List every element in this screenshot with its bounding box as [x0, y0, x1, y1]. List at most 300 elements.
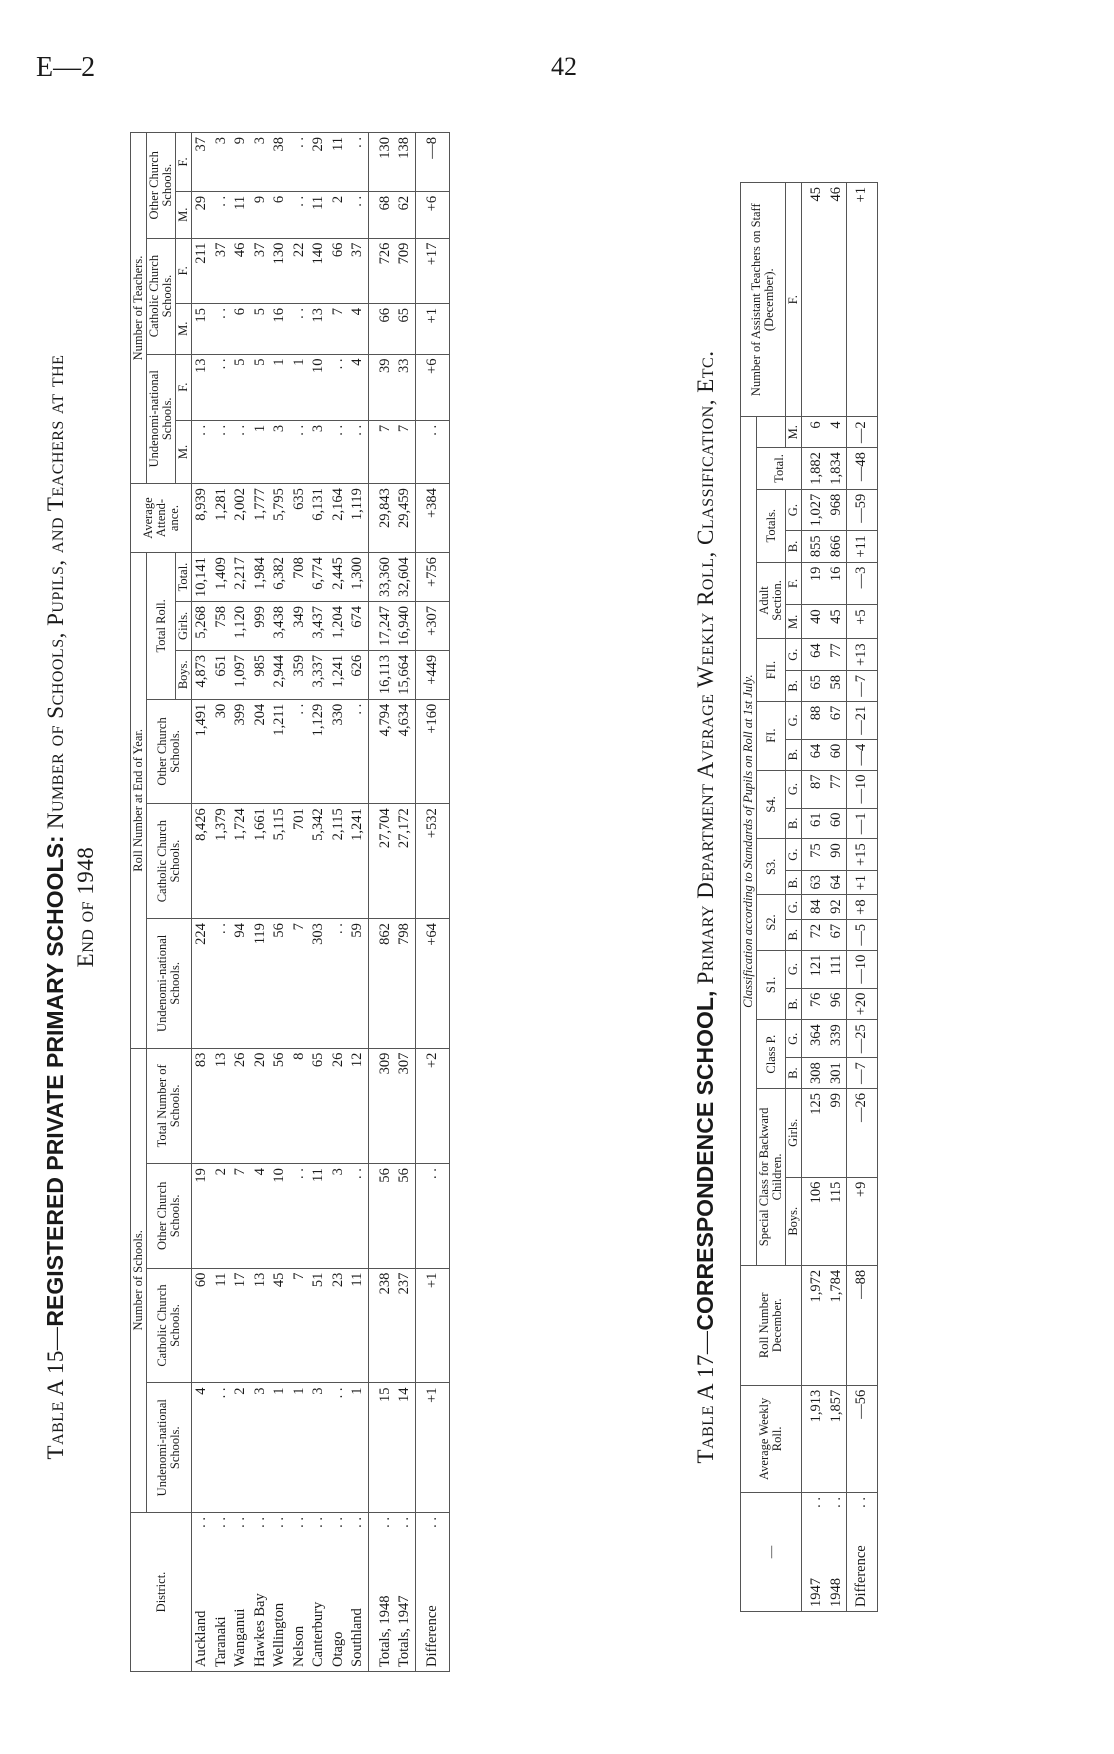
- district-name: Nelson: [290, 1625, 307, 1667]
- leader-dots: . .: [376, 1517, 393, 1528]
- cell-c-m: 66: [368, 304, 395, 354]
- table-row: [348, 133, 368, 1672]
- table15-title-line2: End of 1948: [73, 846, 98, 968]
- cell-r-o: 4,794: [368, 699, 395, 804]
- cell-s-o: 10: [270, 1164, 290, 1269]
- cell-f2-g: 77: [827, 639, 847, 671]
- hdr-num-teachers: Number of Teachers.: [131, 133, 147, 484]
- cell-s2-g: 92: [827, 895, 847, 919]
- cell-r-u: 224: [192, 919, 212, 1049]
- cell-t-b: 855: [802, 531, 827, 562]
- district-cell: [395, 1513, 415, 1672]
- cell-s-u: 2: [231, 1383, 251, 1513]
- hdr17-as-m: M.: [786, 417, 802, 448]
- cell-s-c: 238: [368, 1268, 395, 1383]
- cell-o-f: 38: [270, 133, 290, 192]
- cell-r-u: 862: [368, 919, 395, 1049]
- table-row: [290, 133, 310, 1672]
- cell-u-m: 7: [395, 420, 415, 483]
- hdr17-total: Total.: [757, 448, 802, 490]
- district-cell: [309, 1513, 329, 1672]
- hdr17-classification: Classification according to Standards of Pupils on Roll at 1st July.: [741, 417, 757, 1265]
- cell-boys: 3,337: [309, 650, 329, 699]
- cell-f2-g: 64: [802, 639, 827, 671]
- cell-s-c: 51: [309, 1268, 329, 1383]
- cell-total: 1,300: [348, 553, 368, 602]
- cell-u-m: 1: [251, 420, 271, 483]
- district-cell: [329, 1513, 349, 1672]
- cell-sp-g: —26: [847, 1089, 878, 1178]
- rotated-content: [40, 122, 1070, 1692]
- hdr17-s2-b: B.: [786, 919, 802, 950]
- cell-s4-b: —1: [847, 808, 878, 839]
- hdr17-ad-f: F.: [786, 562, 802, 605]
- cell-s-t: 20: [251, 1048, 271, 1163]
- cell-r-c: 701: [290, 804, 310, 919]
- cell-s2-b: 72: [802, 919, 827, 950]
- cell-s-c: 7: [290, 1268, 310, 1383]
- cell-s-u: 1: [290, 1383, 310, 1513]
- hdr17-s1-b: B.: [786, 988, 802, 1020]
- cell-r-o: 204: [251, 699, 271, 804]
- district-name: Canterbury: [310, 1601, 326, 1667]
- cell-sp-g: 125: [802, 1089, 827, 1178]
- cell-t-g: —59: [847, 489, 878, 531]
- cell-r-c: 8,426: [192, 804, 212, 919]
- cell-boys: 1,241: [329, 650, 349, 699]
- cell-s-t: 309: [368, 1048, 395, 1163]
- cell-girls: 17,247: [368, 601, 395, 650]
- cell-r-u: . .: [329, 919, 349, 1049]
- cell-c-f: 130: [270, 238, 290, 303]
- cell-r-c: 27,704: [368, 804, 395, 919]
- cell-s-t: 83: [192, 1048, 212, 1163]
- hdr-s-catholic: Catholic Church Schools.: [147, 1268, 192, 1383]
- district-name: Southland: [349, 1608, 365, 1667]
- hdr17-assistant-teachers: Number of Assistant Teachers on Staff (December).: [741, 183, 786, 417]
- hdr17-p-g: G.: [786, 1020, 802, 1058]
- cell-r-c: 27,172: [395, 804, 415, 919]
- hdr17-s4-g: G.: [786, 770, 802, 808]
- leader-dots: . .: [853, 1497, 869, 1508]
- leader-dots: . .: [827, 1497, 844, 1508]
- totals-row: [368, 133, 395, 1672]
- cell-r-u: +64: [415, 919, 450, 1049]
- cell-p-b: 308: [802, 1058, 827, 1089]
- cell-avg: 29,459: [395, 484, 415, 553]
- cell-girls: 349: [290, 601, 310, 650]
- year-cell: [827, 1493, 847, 1612]
- hdr17-as-f: F.: [786, 183, 802, 417]
- leader-dots: . .: [349, 1517, 365, 1528]
- hdr17-ad-m: M.: [786, 605, 802, 639]
- leader-dots: . .: [251, 1517, 268, 1528]
- hdr17-f2-b: B.: [786, 671, 802, 702]
- cell-s-u: 1: [270, 1383, 290, 1513]
- cell-avg: 1,857: [827, 1385, 847, 1492]
- cell-u-m: . .: [192, 420, 212, 483]
- cell-s2-g: +8: [847, 895, 878, 919]
- district-cell: [290, 1513, 310, 1672]
- district-cell: [251, 1513, 271, 1672]
- table-row: [309, 133, 329, 1672]
- cell-r-o: 1,491: [192, 699, 212, 804]
- cell-s-u: . .: [212, 1383, 232, 1513]
- hdr-r-catholic: Catholic Church Schools.: [147, 804, 192, 919]
- cell-s2-g: 84: [802, 895, 827, 919]
- cell-s-t: 12: [348, 1048, 368, 1163]
- hdr-s-undenom: Undenomi-national Schools.: [147, 1383, 192, 1513]
- cell-u-f: 10: [309, 354, 329, 420]
- cell-girls: +307: [415, 601, 450, 650]
- cell-s-o: 2: [212, 1164, 232, 1269]
- cell-r-o: 30: [212, 699, 232, 804]
- cell-o-m: . .: [212, 191, 232, 238]
- cell-s-c: 11: [348, 1268, 368, 1383]
- district-cell: [348, 1513, 368, 1672]
- leader-dots: . .: [232, 1517, 248, 1528]
- cell-s-u: . .: [329, 1383, 349, 1513]
- cell-r-u: 303: [309, 919, 329, 1049]
- hdr17-s2-g: G.: [786, 895, 802, 919]
- leader-dots: . .: [396, 1517, 412, 1528]
- cell-s3-g: 75: [802, 839, 827, 871]
- table17-title: Table A 17—CORRESPONDENCE SCHOOL, Primary Department Average Weekly Roll, Classification, Etc.: [692, 350, 718, 1464]
- hdr17-roll-december: Roll Number December.: [741, 1265, 802, 1385]
- leader-dots: . .: [212, 1517, 229, 1528]
- hdr-c-m: M.: [176, 304, 192, 354]
- cell-o-f: 37: [192, 133, 212, 192]
- cell-r-o: 399: [231, 699, 251, 804]
- district-name: Totals, 1947: [396, 1595, 412, 1667]
- cell-c-f: 37: [212, 238, 232, 303]
- table17: [740, 182, 878, 1612]
- cell-o-m: 6: [270, 191, 290, 238]
- cell-f1-b: 60: [827, 739, 847, 770]
- cell-r-u: 798: [395, 919, 415, 1049]
- cell-boys: 985: [251, 650, 271, 699]
- hdr17-totals: Totals.: [757, 489, 786, 562]
- hdr17-s1-g: G.: [786, 950, 802, 988]
- cell-s1-b: 76: [802, 988, 827, 1020]
- cell-s3-g: +15: [847, 839, 878, 871]
- cell-p-g: —25: [847, 1020, 878, 1058]
- cell-o-f: 3: [251, 133, 271, 192]
- cell-r-u: 119: [251, 919, 271, 1049]
- cell-r-c: 1,379: [212, 804, 232, 919]
- cell-c-m: 7: [329, 304, 349, 354]
- cell-u-f: . .: [212, 354, 232, 420]
- cell-girls: 1,120: [231, 601, 251, 650]
- hdr-r-undenom: Undenomi-national Schools.: [147, 919, 192, 1049]
- cell-as-f: +1: [847, 183, 878, 417]
- cell-u-m: . .: [231, 420, 251, 483]
- hdr17-f1-g: G.: [786, 701, 802, 739]
- district-cell: [192, 1513, 212, 1672]
- hdr17-t-g: G.: [786, 489, 802, 531]
- cell-s-o: 7: [231, 1164, 251, 1269]
- cell-s-t: 56: [270, 1048, 290, 1163]
- cell-boys: 16,113: [368, 650, 395, 699]
- cell-r-o: 4,634: [395, 699, 415, 804]
- page-number: 42: [551, 52, 577, 81]
- cell-u-m: . .: [329, 420, 349, 483]
- cell-total: —48: [847, 448, 878, 490]
- cell-boys: 359: [290, 650, 310, 699]
- year-label: Difference: [853, 1545, 869, 1607]
- cell-c-f: +17: [415, 238, 450, 303]
- hdr17-class-p: Class P.: [757, 1020, 786, 1089]
- hdr17-special: Special Class for Backward Children.: [757, 1089, 786, 1266]
- year-label: 1948: [827, 1578, 844, 1607]
- cell-s1-g: —10: [847, 950, 878, 988]
- cell-s1-g: 121: [802, 950, 827, 988]
- cell-avg: 1,777: [251, 484, 271, 553]
- cell-total: 33,360: [368, 553, 395, 602]
- cell-s-t: 26: [231, 1048, 251, 1163]
- cell-f1-b: 64: [802, 739, 827, 770]
- cell-s4-g: 77: [827, 770, 847, 808]
- cell-s-t: +2: [415, 1048, 450, 1163]
- cell-c-f: 726: [368, 238, 395, 303]
- cell-total: 1,984: [251, 553, 271, 602]
- table-row: [270, 133, 290, 1672]
- cell-r-u: 94: [231, 919, 251, 1049]
- table-row: [827, 183, 847, 1612]
- cell-ad-m: +5: [847, 605, 878, 639]
- cell-sp-g: 99: [827, 1089, 847, 1178]
- cell-s4-g: 87: [802, 770, 827, 808]
- hdr-u-m: M.: [176, 420, 192, 483]
- cell-f1-g: 88: [802, 701, 827, 739]
- hdr-o-f: F.: [176, 133, 192, 192]
- hdr17-avg-weekly: Average Weekly Roll.: [741, 1385, 802, 1492]
- hdr-c-f: F.: [176, 238, 192, 303]
- cell-u-f: 13: [192, 354, 212, 420]
- cell-c-m: . .: [212, 304, 232, 354]
- cell-ad-m: 40: [802, 605, 827, 639]
- cell-c-m: 15: [192, 304, 212, 354]
- cell-girls: 5,268: [192, 601, 212, 650]
- hdr-s-other: Other Church Schools.: [147, 1164, 192, 1269]
- district-cell: [270, 1513, 290, 1672]
- cell-s-t: 26: [329, 1048, 349, 1163]
- cell-ad-f: —3: [847, 562, 878, 605]
- cell-total: 6,774: [309, 553, 329, 602]
- cell-u-m: 7: [368, 420, 395, 483]
- cell-o-m: . .: [290, 191, 310, 238]
- cell-c-f: 140: [309, 238, 329, 303]
- cell-s-c: 60: [192, 1268, 212, 1383]
- cell-sp-b: 115: [827, 1177, 847, 1265]
- leader-dots: . .: [423, 1517, 440, 1528]
- cell-o-m: 68: [368, 191, 395, 238]
- cell-o-m: 11: [231, 191, 251, 238]
- cell-avg: 1,913: [802, 1385, 827, 1492]
- cell-o-m: 62: [395, 191, 415, 238]
- cell-t-b: 866: [827, 531, 847, 562]
- hdr17-s3: S3.: [757, 839, 786, 895]
- hdr17-s3-g: G.: [786, 839, 802, 871]
- cell-s3-b: 63: [802, 870, 827, 894]
- cell-avg: 6,131: [309, 484, 329, 553]
- cell-s-t: 307: [395, 1048, 415, 1163]
- district-name: Wanganui: [232, 1608, 248, 1667]
- cell-s-u: 15: [368, 1383, 395, 1513]
- cell-total: 1,882: [802, 448, 827, 490]
- cell-t-g: 1,027: [802, 489, 827, 531]
- leader-dots: . .: [271, 1517, 287, 1528]
- cell-avg: —56: [847, 1385, 878, 1492]
- cell-girls: 674: [348, 601, 368, 650]
- hdr17-f2: FII.: [757, 639, 786, 701]
- cell-boys: 1,097: [231, 650, 251, 699]
- cell-s-o: 19: [192, 1164, 212, 1269]
- difference-row: [847, 183, 878, 1612]
- cell-f1-b: —4: [847, 739, 878, 770]
- cell-s-c: 45: [270, 1268, 290, 1383]
- cell-f2-b: —7: [847, 671, 878, 702]
- cell-o-f: —8: [415, 133, 450, 192]
- table-row: [802, 183, 827, 1612]
- cell-t-b: +11: [847, 531, 878, 562]
- cell-s-t: 65: [309, 1048, 329, 1163]
- cell-o-m: +6: [415, 191, 450, 238]
- cell-total: 1,834: [827, 448, 847, 490]
- hdr-boys: Boys.: [176, 650, 192, 699]
- hdr17-s2: S2.: [757, 895, 786, 950]
- cell-girls: 999: [251, 601, 271, 650]
- totals-row: [395, 133, 415, 1672]
- leader-dots: . .: [329, 1517, 346, 1528]
- cell-avg: +384: [415, 484, 450, 553]
- hdr-u-f: F.: [176, 354, 192, 420]
- cell-avg: 8,939: [192, 484, 212, 553]
- hdr-r-other: Other Church Schools.: [147, 699, 192, 804]
- cell-r-o: 330: [329, 699, 349, 804]
- cell-s3-g: 90: [827, 839, 847, 871]
- cell-o-f: 29: [309, 133, 329, 192]
- district-cell: [415, 1513, 450, 1672]
- cell-r-u: 59: [348, 919, 368, 1049]
- hdr-o-m: M.: [176, 191, 192, 238]
- cell-girls: 16,940: [395, 601, 415, 650]
- cell-u-m: . .: [290, 420, 310, 483]
- cell-s1-g: 111: [827, 950, 847, 988]
- cell-s4-b: 61: [802, 808, 827, 839]
- cell-s-c: 23: [329, 1268, 349, 1383]
- hdr-total: Total.: [176, 553, 192, 602]
- cell-c-m: 65: [395, 304, 415, 354]
- district-name: Taranaki: [212, 1616, 229, 1667]
- cell-r-u: 7: [290, 919, 310, 1049]
- cell-s-o: 3: [329, 1164, 349, 1269]
- hdr17-sp-boys: Boys.: [786, 1177, 802, 1265]
- hdr17-s4: S4.: [757, 770, 786, 839]
- cell-girls: 3,438: [270, 601, 290, 650]
- cell-r-o: 1,129: [309, 699, 329, 804]
- cell-s-u: +1: [415, 1383, 450, 1513]
- cell-s-t: 8: [290, 1048, 310, 1163]
- cell-avg: 1,119: [348, 484, 368, 553]
- cell-ad-f: 16: [827, 562, 847, 605]
- hdr17-s4-b: B.: [786, 808, 802, 839]
- cell-s4-b: 60: [827, 808, 847, 839]
- leader-dots: . .: [808, 1497, 824, 1508]
- hdr17-s3-b: B.: [786, 870, 802, 894]
- cell-s-c: 11: [212, 1268, 232, 1383]
- cell-s4-g: —10: [847, 770, 878, 808]
- cell-girls: 758: [212, 601, 232, 650]
- cell-boys: 2,944: [270, 650, 290, 699]
- cell-f2-g: +13: [847, 639, 878, 671]
- cell-r-o: . .: [290, 699, 310, 804]
- cell-boys: +449: [415, 650, 450, 699]
- cell-c-f: 66: [329, 238, 349, 303]
- cell-s-o: 56: [395, 1164, 415, 1269]
- cell-s-u: 3: [251, 1383, 271, 1513]
- cell-boys: 626: [348, 650, 368, 699]
- cell-dec: 1,784: [827, 1265, 847, 1385]
- cell-r-c: 2,115: [329, 804, 349, 919]
- cell-s3-b: 64: [827, 870, 847, 894]
- cell-total: 2,445: [329, 553, 349, 602]
- cell-c-f: 709: [395, 238, 415, 303]
- district-cell: [212, 1513, 232, 1672]
- hdr-total-roll: Total Roll.: [147, 553, 176, 700]
- cell-total: 10,141: [192, 553, 212, 602]
- district-cell: [231, 1513, 251, 1672]
- cell-boys: 4,873: [192, 650, 212, 699]
- cell-u-f: 5: [231, 354, 251, 420]
- cell-as-m: 4: [827, 417, 847, 448]
- leader-dots: . .: [310, 1517, 326, 1528]
- cell-s-u: 14: [395, 1383, 415, 1513]
- hdr-roll-end: Roll Number at End of Year.: [131, 553, 147, 1049]
- cell-u-f: 33: [395, 354, 415, 420]
- cell-t-g: 968: [827, 489, 847, 531]
- table-row: [329, 133, 349, 1672]
- table15-body: [192, 133, 450, 1672]
- cell-f2-b: 65: [802, 671, 827, 702]
- cell-u-f: 1: [270, 354, 290, 420]
- cell-c-f: 46: [231, 238, 251, 303]
- cell-s-c: +1: [415, 1268, 450, 1383]
- hdr17-sp-girls: Girls.: [786, 1089, 802, 1178]
- cell-r-o: +160: [415, 699, 450, 804]
- cell-dec: —88: [847, 1265, 878, 1385]
- cell-c-f: 211: [192, 238, 212, 303]
- cell-c-m: 13: [309, 304, 329, 354]
- cell-s-u: 4: [192, 1383, 212, 1513]
- cell-girls: 1,204: [329, 601, 349, 650]
- table-row: [212, 133, 232, 1672]
- hdr-t-undenom: Undenomi-national Schools.: [147, 354, 176, 484]
- cell-r-c: 1,241: [348, 804, 368, 919]
- district-name: Difference: [423, 1605, 440, 1667]
- cell-u-f: 39: [368, 354, 395, 420]
- cell-u-m: 3: [309, 420, 329, 483]
- district-name: Wellington: [271, 1602, 287, 1667]
- cell-o-f: 11: [329, 133, 349, 192]
- cell-o-f: 9: [231, 133, 251, 192]
- hdr-avg-attendance: Average Attend-ance.: [131, 484, 192, 553]
- cell-u-f: 5: [251, 354, 271, 420]
- cell-s-c: 17: [231, 1268, 251, 1383]
- cell-total: +756: [415, 553, 450, 602]
- cell-c-m: 6: [231, 304, 251, 354]
- cell-c-m: 16: [270, 304, 290, 354]
